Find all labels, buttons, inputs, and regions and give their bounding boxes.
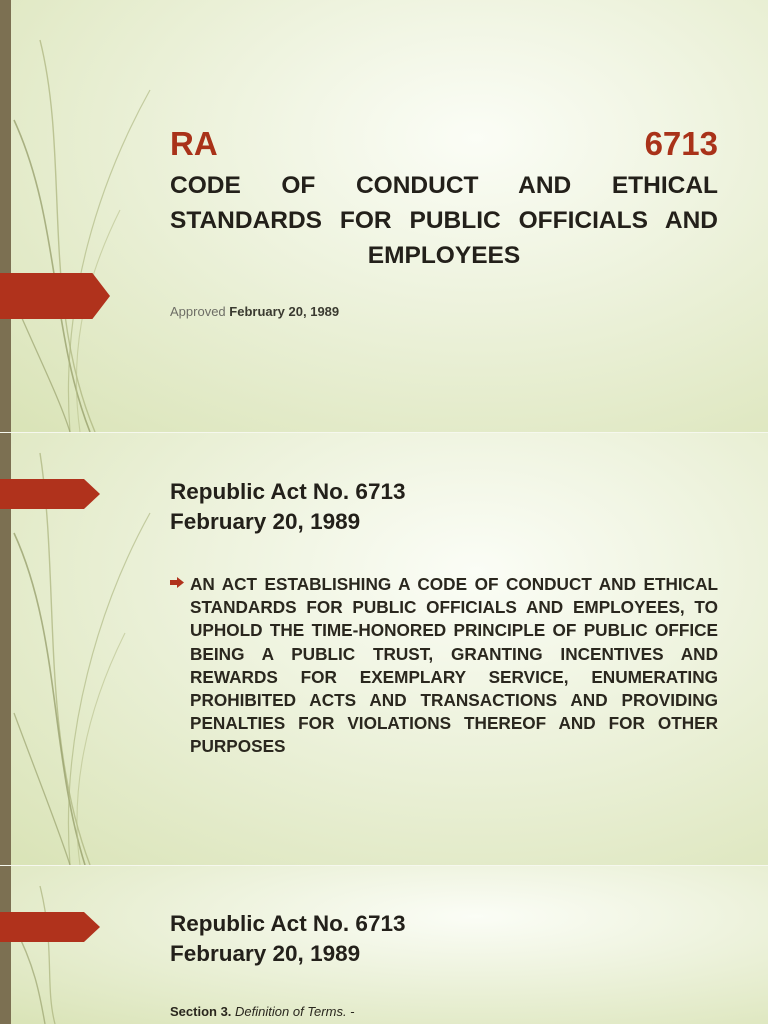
title-number: 6713 — [644, 125, 718, 162]
heading-act-number: Republic Act No. 6713 — [170, 479, 406, 504]
red-arrow-marker — [0, 479, 100, 509]
section-label: Section 3. — [170, 1004, 232, 1019]
approved-line — [170, 304, 339, 319]
bullet-item — [170, 573, 718, 759]
decorative-swooshes — [0, 866, 160, 1024]
decorative-swooshes — [0, 0, 160, 432]
bullet-text: AN ACT ESTABLISHING A CODE OF CONDUCT AND ETHICAL STANDARDS FOR PUBLIC OFFICIALS AND EMPLOYEES, TO UPHOLD THE TIME-HONORED PRINCIPLE OF PUBLIC OFFICE BEING A PUBLIC TRUST, GRANTING INCENTIVES AND REWARDS FOR EXEMPLARY SERVICE, ENUMERATING PROHIBITED ACTS AND TRANSACTIONS AND PROVIDING PENALTIES FOR VIOLATIONS THEREOF AND FOR OTHER PURPOSES — [190, 574, 718, 757]
heading-date: February 20, 1989 — [170, 941, 361, 966]
heading-act-number: Republic Act No. 6713 — [170, 911, 406, 936]
red-arrow-marker — [0, 273, 110, 319]
arrow-bullet-icon — [170, 577, 184, 588]
title-ra: RA — [170, 125, 218, 162]
slide3-heading — [170, 909, 405, 969]
section-line — [170, 1004, 355, 1019]
red-arrow-marker — [0, 912, 100, 942]
section-title: Definition of Terms. - — [235, 1004, 355, 1019]
heading-date: February 20, 1989 — [170, 509, 361, 534]
slide-subtitle: CODE OF CONDUCT AND ETHICAL STANDARDS FOR PUBLIC OFFICIALS AND EMPLOYEES — [170, 172, 718, 269]
approved-date: February 20, 1989 — [229, 304, 340, 319]
slide-title — [170, 124, 718, 164]
slide2-heading — [170, 477, 405, 537]
approved-label: Approved — [170, 304, 226, 319]
